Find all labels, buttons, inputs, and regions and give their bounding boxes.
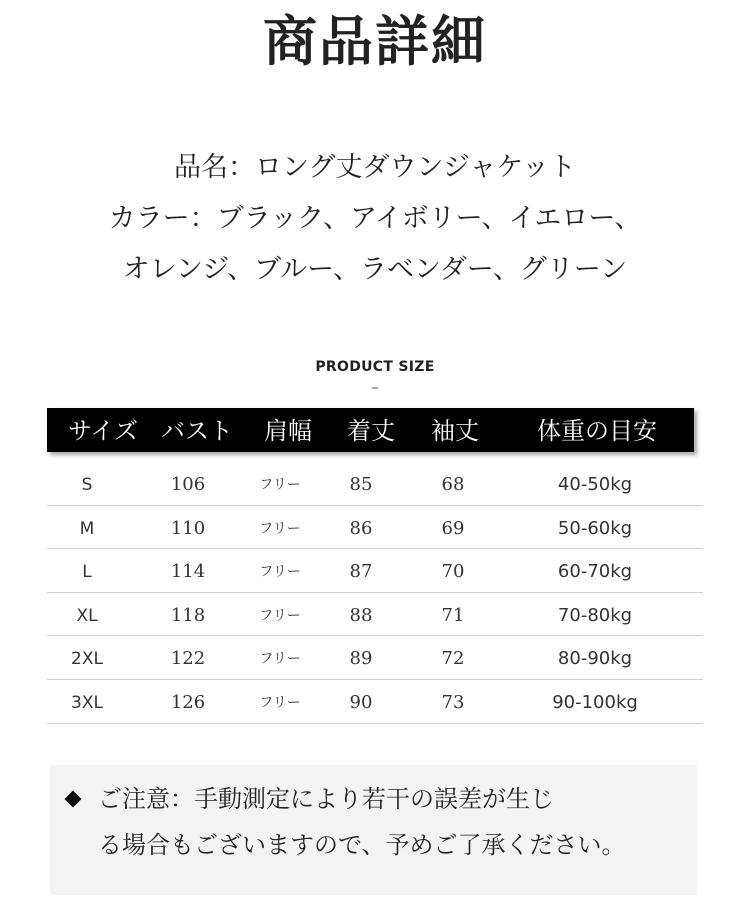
cell-size: S: [81, 475, 93, 495]
cell-bust: 114: [170, 561, 206, 583]
cell-weight: 80-90kg: [557, 648, 633, 670]
cell-length: 88: [349, 604, 373, 626]
table-row: [47, 636, 703, 680]
cell-bust: 110: [170, 517, 206, 539]
header-weight: 体重の目安: [537, 417, 657, 445]
size-section-dash: –: [371, 380, 379, 396]
notice-box: [50, 765, 697, 895]
header-length: 着丈: [347, 417, 395, 445]
cell-weight: 60-70kg: [557, 561, 633, 583]
header-sleeve: 袖丈: [431, 417, 479, 445]
product-colors-line-1: カラー：ブラック、アイボリー、イエロー、: [108, 203, 642, 234]
product-name: 品名：ロング丈ダウンジャケット: [174, 152, 576, 183]
notice-text-2: る場合もございますので、予めご了承ください。: [98, 831, 626, 859]
cell-size: L: [82, 562, 92, 583]
cell-size: XL: [76, 605, 98, 626]
diamond-icon: [65, 791, 82, 808]
cell-shoulder: フリー: [259, 694, 301, 711]
size-table-header: [47, 408, 694, 452]
cell-weight: 90-100kg: [552, 691, 638, 713]
cell-size: 2XL: [71, 649, 103, 670]
cell-bust: 118: [170, 604, 206, 626]
table-row: [47, 462, 703, 506]
table-row: [47, 593, 703, 637]
cell-shoulder: フリー: [259, 477, 301, 493]
cell-size: 3XL: [71, 692, 103, 713]
product-colors-line-2: オレンジ、ブルー、ラベンダー、グリーン: [122, 254, 628, 285]
cell-bust: 126: [170, 691, 206, 713]
cell-sleeve: 73: [441, 691, 465, 713]
cell-sleeve: 69: [441, 517, 465, 539]
cell-shoulder: フリー: [259, 651, 301, 668]
table-row: [47, 680, 703, 724]
cell-shoulder: フリー: [259, 564, 301, 581]
cell-sleeve: 68: [441, 474, 465, 495]
table-row: [47, 506, 703, 550]
header-shoulder: 肩幅: [264, 417, 312, 445]
cell-shoulder: フリー: [259, 520, 301, 537]
cell-length: 85: [349, 474, 373, 495]
page-title: 商品詳細: [263, 9, 487, 73]
cell-shoulder: フリー: [259, 607, 301, 624]
cell-size: M: [79, 518, 95, 539]
cell-length: 87: [349, 561, 373, 583]
cell-length: 86: [349, 517, 373, 539]
cell-weight: 40-50kg: [557, 474, 633, 495]
cell-sleeve: 71: [441, 604, 465, 626]
header-bust: バスト: [161, 417, 233, 445]
cell-sleeve: 72: [441, 648, 465, 670]
cell-weight: 70-80kg: [557, 604, 633, 626]
size-table-body: [47, 462, 703, 724]
table-row: [47, 549, 703, 593]
header-size: サイズ: [67, 417, 139, 445]
cell-length: 90: [349, 691, 373, 713]
size-section-heading: PRODUCT SIZE: [315, 359, 435, 375]
cell-bust: 106: [170, 474, 206, 495]
notice-text-1: ご注意：手動測定により若干の誤差が生じ: [98, 785, 554, 813]
cell-sleeve: 70: [441, 561, 465, 583]
cell-weight: 50-60kg: [557, 517, 633, 539]
cell-bust: 122: [170, 648, 206, 670]
cell-length: 89: [349, 648, 373, 670]
